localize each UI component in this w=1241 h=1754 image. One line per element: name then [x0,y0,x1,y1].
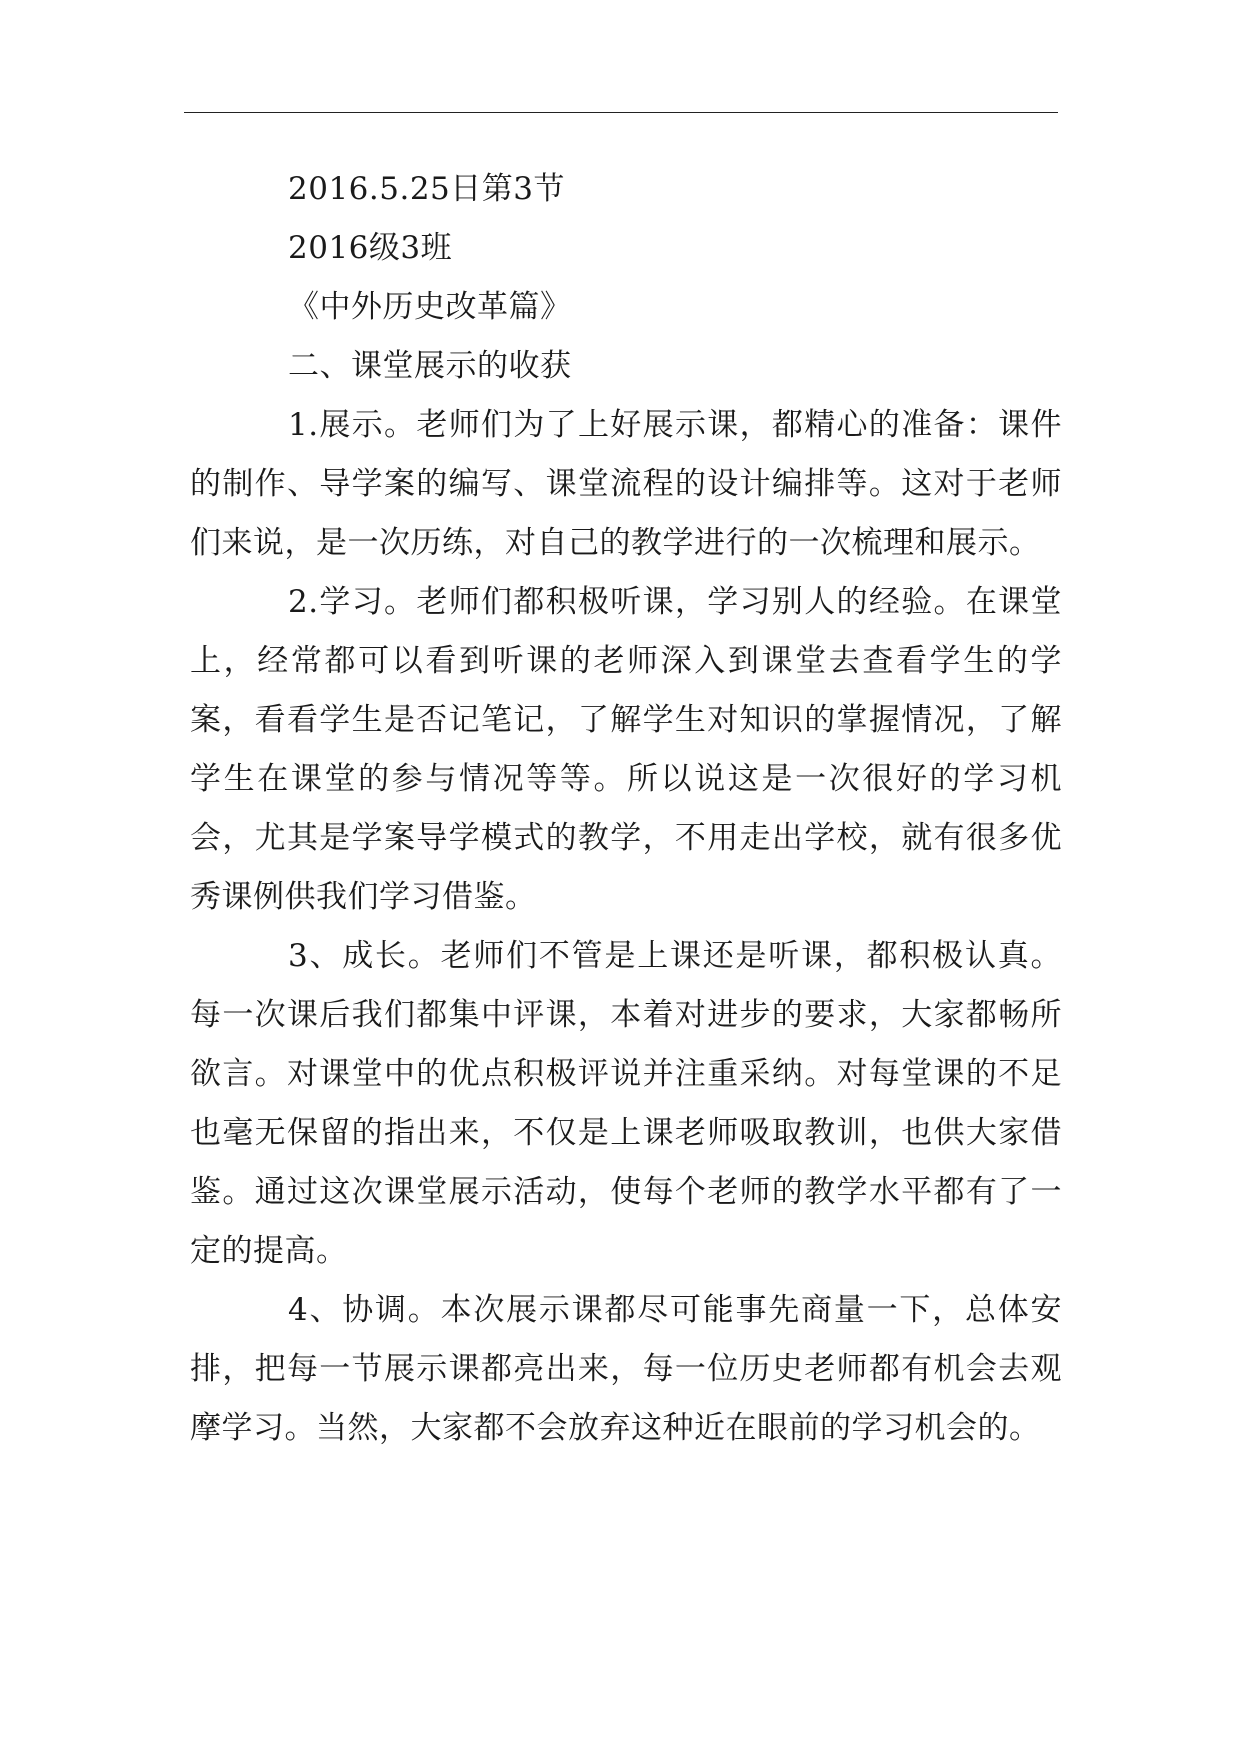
paragraph-coordination: 4、协调。本次展示课都尽可能事先商量一下，总体安排，把每一节展示课都亮出来，每一位历史老师都有机会去观摩学习。当然，大家都不会放弃这种近在眼前的学习机会的。 [190,1292,1062,1446]
paragraph-display: 1.展示。老师们为了上好展示课，都精心的准备：课件的制作、导学案的编写、课堂流程的设计编排等。这对于老师们来说，是一次历练，对自己的教学进行的一次梳理和展示。 [190,407,1062,561]
section-heading: 二、课堂展示的收获 [288,348,572,384]
title-line: 《中外历史改革篇》 [288,289,572,325]
class-line: 2016级3班 [288,230,453,266]
date-line: 2016.5.25日第3节 [288,171,565,207]
paragraph-growth: 3、成长。老师们不管是上课还是听课，都积极认真。每一次课后我们都集中评课，本着对进步的要求，大家都畅所欲言。对课堂中的优点积极评说并注重采纳。对每堂课的不足也毫无保留的指出来，不仅是上课老师吸取教训，也供大家借鉴。通过这次课堂展示活动，使每个老师的教学水平都有了一定的提高。 [190,938,1062,1269]
paragraph-learning: 2.学习。老师们都积极听课，学习别人的经验。在课堂上，经常都可以看到听课的老师深入到课堂去查看学生的学案，看看学生是否记笔记，了解学生对知识的掌握情况，了解学生在课堂的参与情况等等。所以说这是一次很好的学习机会，尤其是学案导学模式的教学，不用走出学校，就有很多优秀课例供我们学习借鉴。 [190,584,1062,915]
header-rule [184,112,1058,113]
document-body [190,160,1062,1458]
